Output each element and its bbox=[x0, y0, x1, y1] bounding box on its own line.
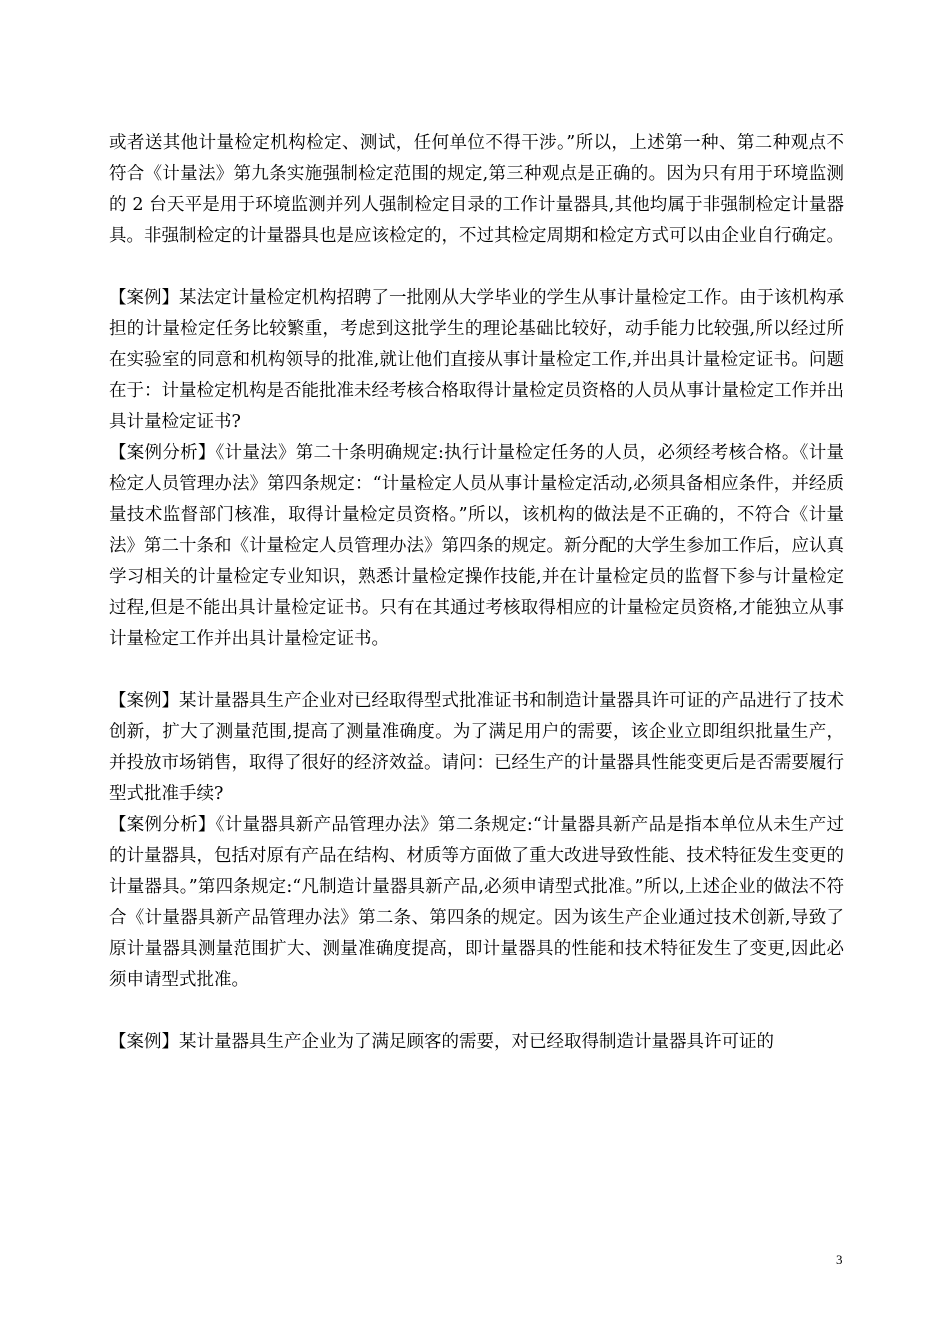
paragraph-gap bbox=[109, 252, 844, 283]
paragraph-case-2-analysis: 【案例分析】《计量器具新产品管理办法》第二条规定:“计量器具新产品是指本单位从未生产过的计量器具，包括对原有产品在结构、材质等方面做了重大改进导致性能、技术特征发生变更的计量器具。”第四条规定:“凡制造计量器具新产品,必须申请型式批准。”所以,上述企业的做法不符合《计量器具新产品管理办法》第二条、第四条的规定。因为该生产企业通过技术创新,导致了原计量器具测量范围扩大、测量准确度提高，即计量器具的性能和技术特征发生了变更,因此必须申请型式批准。 bbox=[109, 815, 844, 990]
paragraph-case-1-analysis: 【案例分析】《计量法》第二十条明确规定:执行计量检定任务的人员，必须经考核合格。《计量检定人员管理办法》第四条规定：“计量检定人员从事计量检定活动,必须具备相应条件，并经质量技术监督部门核准，取得计量检定员资格。”所以，该机构的做法是不正确的，不符合《计量法》第二十条和《计量检定人员管理办法》第四条的规定。新分配的大学生参加工作后，应认真学习相关的计量检定专业知识，熟悉计量检定操作技能,并在计量检定员的监督下参与计量检定过程,但是不能出具计量检定证书。只有在其通过考核取得相应的计量检定员资格,才能独立从事计量检定工作并出具计量检定证书。 bbox=[109, 443, 844, 649]
paragraph-case-2: 【案例】某计量器具生产企业对已经取得型式批准证书和制造计量器具许可证的产品进行了技术创新，扩大了测量范围,提高了测量准确度。为了满足用户的需要，该企业立即组织批量生产，并投放市场销售，取得了很好的经济效益。请问：已经生产的计量器具性能变更后是否需要履行型式批准手续? bbox=[109, 691, 844, 804]
paragraph-continuation: 或者送其他计量检定机构检定、测试，任何单位不得干涉。”所以，上述第一种、第二种观点不符合《计量法》第九条实施强制检定范围的规定,第三种观点是正确的。因为只有用于环境监测的 2 台天平是用于环境监测并列人强制检定目录的工作计量器具,其他均属于非强制检定计量器具。非强制检定的计量器具也是应该检定的，不过其检定周期和检定方式可以由企业自行确定。 bbox=[109, 133, 844, 246]
document-body bbox=[109, 128, 844, 1058]
paragraph-gap bbox=[109, 996, 844, 1027]
paragraph-case-1: 【案例】某法定计量检定机构招聘了一批刚从大学毕业的学生从事计量检定工作。由于该机构承担的计量检定任务比较繁重，考虑到这批学生的理论基础比较好，动手能力比较强,所以经过所在实验室的同意和机构领导的批准,就让他们直接从事计量检定工作,并出具计量检定证书。问题在于：计量检定机构是否能批准未经考核合格取得计量检定员资格的人员从事计量检定工作并出具计量检定证书? bbox=[109, 288, 844, 432]
paragraph-case-3: 【案例】某计量器具生产企业为了满足顾客的需要，对已经取得制造计量器具许可证的 bbox=[109, 1032, 774, 1052]
page-number: 3 bbox=[836, 1252, 843, 1267]
paragraph-gap bbox=[109, 655, 844, 686]
